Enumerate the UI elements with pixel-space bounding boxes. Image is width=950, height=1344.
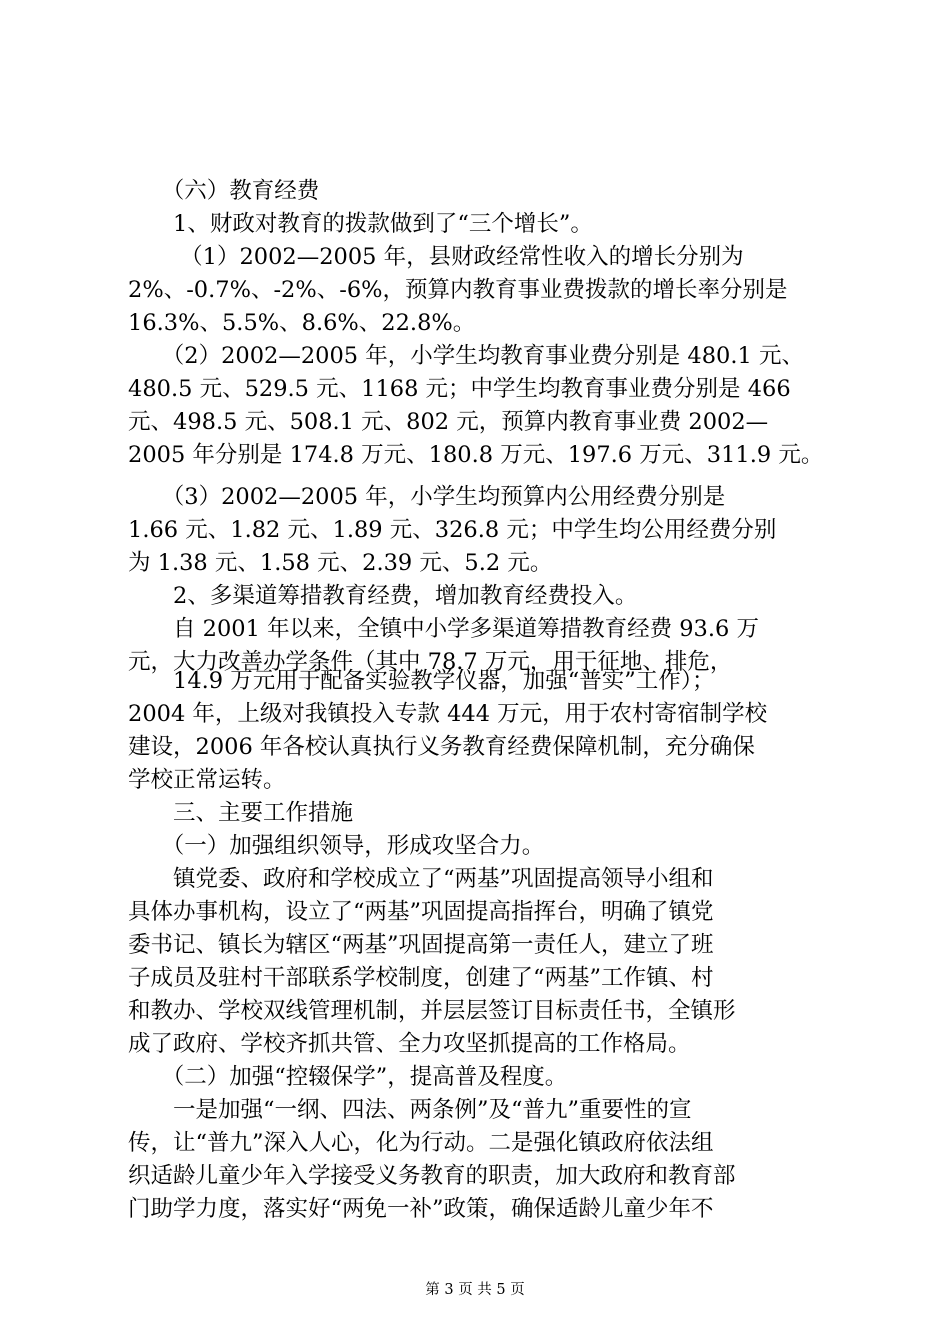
text-line: （一）加强组织领导，形成攻坚合力。	[128, 833, 545, 859]
page-footer: 第 3 页 共 5 页	[425, 1282, 525, 1298]
text-line: 自 2001 年以来，全镇中小学多渠道筹措教育经费 93.6 万	[128, 616, 759, 642]
text-line: （1）2002—2005 年，县财政经常性收入的增长分别为	[128, 244, 744, 270]
text-line: 元、498.5 元、508.1 元、802 元，预算内教育事业费 2002—	[128, 409, 769, 435]
text-line: 2、多渠道筹措教育经费，增加教育经费投入。	[128, 583, 638, 609]
text-line: 镇党委、政府和学校成立了“两基”巩固提高领导小组和	[128, 866, 714, 892]
text-line: 元，大力改善办学条件（其中 78.7 万元，用于征地、排危，	[128, 649, 733, 675]
heading-organization	[128, 830, 828, 863]
text-line: 1.66 元、1.82 元、1.89 元、326.8 元；中学生均公用经费分别	[128, 517, 777, 543]
paragraph-item-1	[128, 241, 828, 340]
text-line: 三、主要工作措施	[128, 800, 354, 826]
heading-education-funds	[128, 175, 828, 208]
text-line: 建设，2006 年各校认真执行义务教育经费保障机制，充分确保	[128, 734, 755, 760]
heading-main-measures	[128, 797, 828, 830]
text-line: 14.9 万元用于配备实验教学仪器，加强“普实”工作）；	[128, 668, 715, 694]
paragraph-equipment-funding	[128, 665, 828, 797]
text-line: 织适龄儿童少年入学接受义务教育的职责，加大政府和教育部	[128, 1163, 736, 1189]
paragraph-organization	[128, 863, 828, 1061]
text-line: 学校正常运转。	[128, 767, 286, 793]
text-line: （2）2002—2005 年，小学生均教育事业费分别是 480.1 元、	[128, 343, 804, 369]
text-line: 480.5 元、529.5 元、1168 元；中学生均教育事业费分别是 466	[128, 376, 791, 402]
text-line: 子成员及驻村干部联系学校制度，创建了“两基”工作镇、村	[128, 965, 714, 991]
paragraph-dropout-control	[128, 1094, 828, 1226]
text-line: 1、财政对教育的拨款做到了“三个增长”。	[128, 211, 593, 237]
text-line: 和教办、学校双线管理机制，并层层签订目标责任书，全镇形	[128, 998, 736, 1024]
text-line: 2004 年，上级对我镇投入专款 444 万元，用于农村寄宿制学校	[128, 701, 768, 727]
text-line: （二）加强“控辍保学”，提高普及程度。	[128, 1064, 568, 1090]
text-line: 委书记、镇长为辖区“两基”巩固提高第一责任人，建立了班	[128, 932, 714, 958]
text-line: （3）2002—2005 年，小学生均预算内公用经费分别是	[128, 484, 726, 510]
text-line: 门助学力度，落实好“两免一补”政策，确保适龄儿童少年不	[128, 1196, 714, 1222]
paragraph-item-2	[128, 340, 828, 472]
text-line: 具体办事机构，设立了“两基”巩固提高指挥台，明确了镇党	[128, 899, 714, 925]
text-line: 成了政府、学校齐抓共管、全力攻坚抓提高的工作格局。	[128, 1031, 691, 1057]
text-line: 2005 年分别是 174.8 万元、180.8 万元、197.6 万元、311.9 元。	[128, 442, 824, 468]
text-line: 一是加强“一纲、四法、两条例”及“普九”重要性的宣	[128, 1097, 692, 1123]
paragraph-item-3	[128, 481, 828, 580]
text-line: （六）教育经费	[128, 178, 320, 204]
text-line: 2%、-0.7%、-2%、-6%，预算内教育事业费拨款的增长率分别是	[128, 277, 788, 303]
text-line: 传，让“普九”深入人心，化为行动。二是强化镇政府依法组	[128, 1130, 714, 1156]
paragraph-three-growth	[128, 208, 828, 241]
heading-dropout-control	[128, 1061, 828, 1094]
text-line: 为 1.38 元、1.58 元、2.39 元、5.2 元。	[128, 550, 553, 576]
paragraph-multi-channel	[128, 580, 828, 613]
text-line: 16.3%、5.5%、8.6%、22.8%。	[128, 310, 476, 336]
